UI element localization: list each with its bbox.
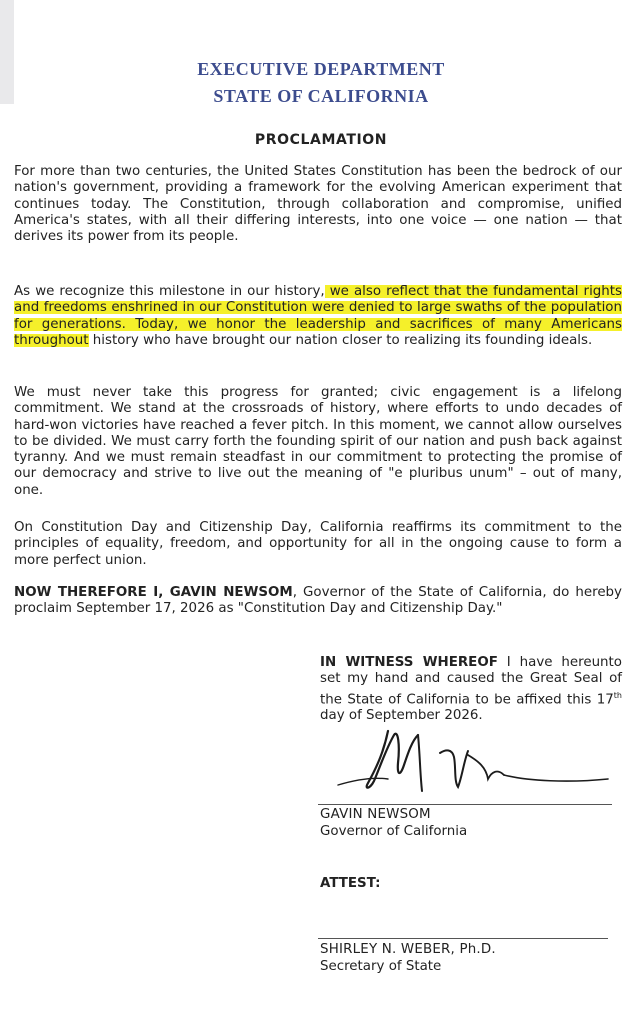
governor-signature xyxy=(328,705,628,805)
attest-label: ATTEST: xyxy=(320,876,381,891)
witness-day: 17 xyxy=(596,692,614,708)
paragraph-civic-engagement: We must never take this progress for granted; civic engagement is a lifelong commitment. We stand at the crossroads of history, where efforts to undo decades of hard-won victories have reached a fever pitch. In this moment, we cannot allow ourselves to be divided. We must carry forth the founding spirit of our nation and push back against tyranny. And we must remain steadfast in our commitment to protecting the promise of our democracy and strive to live out the meaning of "e pluribus unum" – out of many, one. xyxy=(14,385,622,498)
governor-title: Governor of California xyxy=(320,824,468,839)
witness-day-suffix: th xyxy=(613,690,622,700)
header-state: STATE OF CALIFORNIA xyxy=(213,86,429,106)
paragraph-text: As we recognize this milestone in our history, xyxy=(14,284,325,299)
secretary-signature-line xyxy=(318,938,608,939)
paragraph-constitution-history: For more than two centuries, the United States Constitution has been the bedrock of our nation's government, providing a framework for the evolving American experiment that continues today. The Constitution, through collaboration and compromise, unified America's states, with all their differing interests, into one voice — one nation — that derives its power from its people. xyxy=(14,164,622,245)
paragraph-proclamation xyxy=(14,585,622,618)
governor-signature-line xyxy=(318,804,612,805)
secretary-title: Secretary of State xyxy=(320,959,442,974)
proclamation-title: PROCLAMATION xyxy=(254,132,388,148)
governor-name: GAVIN NEWSOM xyxy=(320,807,431,822)
paragraph-milestone xyxy=(14,284,622,349)
witness-text: I have hereunto set my hand and caused the Great Seal of the State of California to be affixed this xyxy=(320,655,622,708)
paragraph-text: , Governor of the State of California, do hereby proclaim September 17, 2026 as "Constitution Day and Citizenship Day." xyxy=(14,585,622,617)
witness-heading: IN WITNESS WHEREOF xyxy=(320,655,498,670)
secretary-name: SHIRLEY N. WEBER, Ph.D. xyxy=(320,942,496,957)
witness-text: day of September 2026. xyxy=(320,708,483,724)
paragraph-citizenship-day: On Constitution Day and Citizenship Day, California reaffirms its commitment to the principles of equality, freedom, and opportunity for all in the ongoing cause to form a more perfect union. xyxy=(14,520,622,568)
paragraph-text: history who have brought our nation closer to realizing its founding ideals. xyxy=(88,332,593,348)
proclaimer-name: NOW THEREFORE I, GAVIN NEWSOM xyxy=(14,585,293,600)
highlighted-text: we also reflect that the fundamental rights and freedoms enshrined in our Constitution were denied to large swaths of the population for generations. Today, we honor the leadership and sacrifices of many Americans throughout xyxy=(14,284,622,348)
header-department: EXECUTIVE DEPARTMENT xyxy=(197,59,445,79)
